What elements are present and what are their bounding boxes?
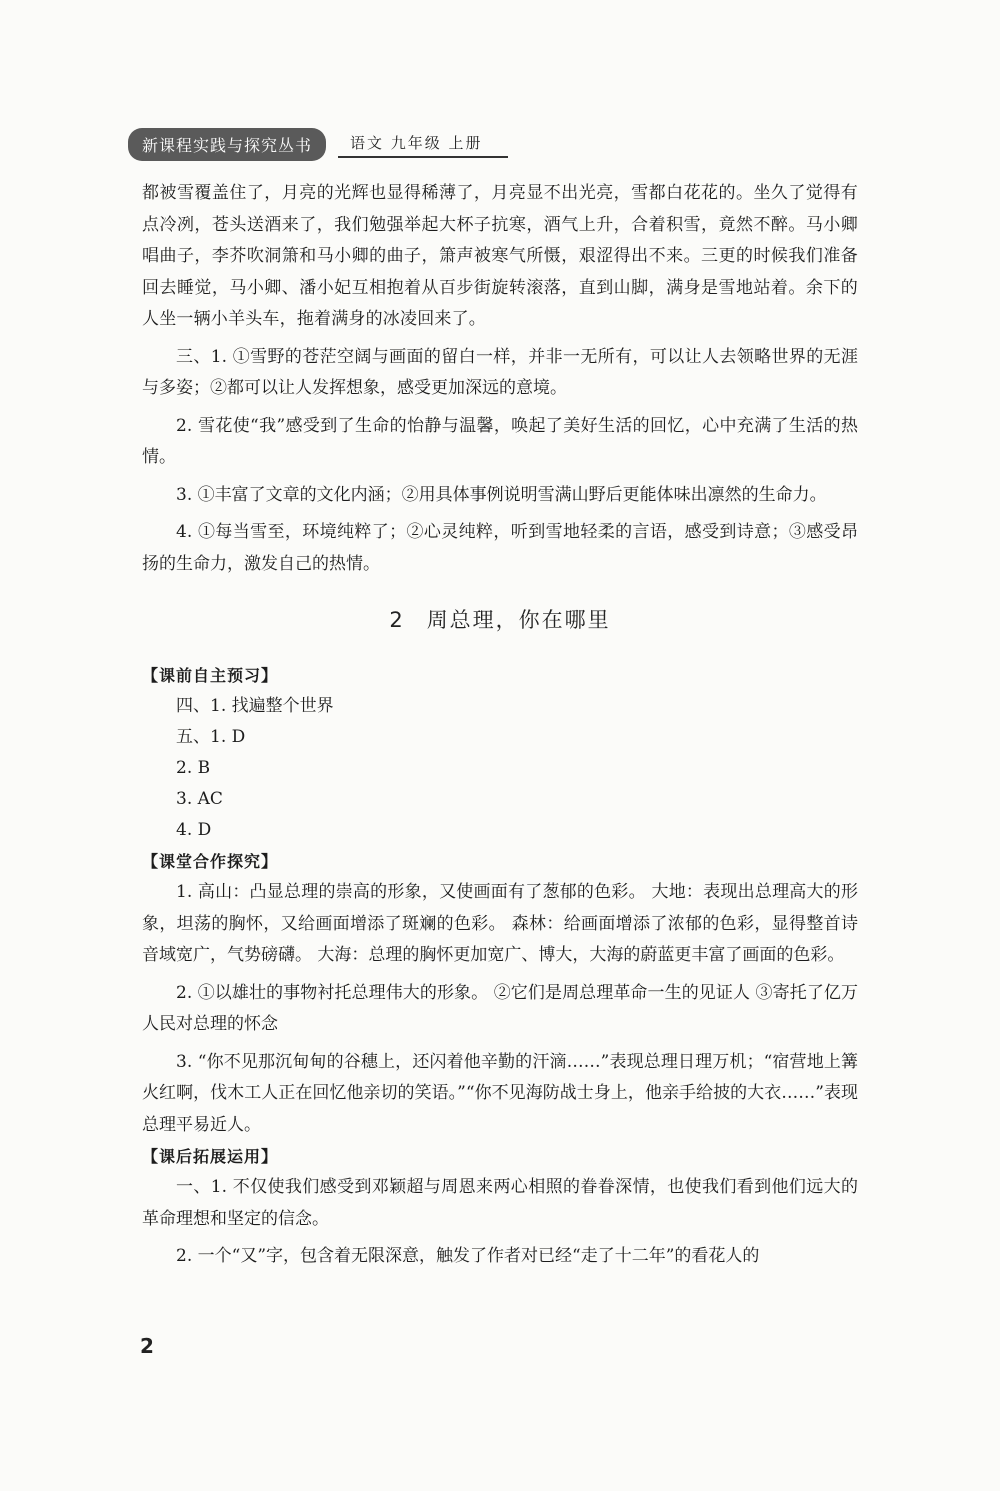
answer-item: 2. 一个“又”字，包含着无限深意，触发了作者对已经“走了十二年”的看花人的	[176, 1246, 760, 1266]
answer-item: 2. B	[176, 758, 211, 778]
section-heading-extend: 【课后拓展运用】	[142, 1147, 279, 1166]
running-header	[128, 124, 508, 164]
lesson-number: 2	[389, 608, 405, 632]
answer-item: 3. AC	[176, 789, 223, 809]
answer-item: 2. ①以雄壮的事物衬托总理伟大的形象。 ②它们是周总理革命一生的见证人 ③寄托了亿万人民对总理的怀念	[142, 982, 858, 1034]
book-series-title: 新课程实践与探究丛书	[128, 128, 326, 161]
answer-item: 三、1. ①雪野的苍茫空阔与画面的留白一样，并非一无所有，可以让人去领略世界的无涯与多姿；②都可以让人发挥想象，感受更加深远的意境。	[142, 346, 858, 398]
answer-item: 一、1. 不仅使我们感受到邓颖超与周恩来两心相照的眷眷深情，也使我们看到他们远大的革命理想和坚定的信念。	[142, 1177, 858, 1229]
section-heading-explore: 【课堂合作探究】	[142, 852, 279, 871]
answer-item: 四、1. 找遍整个世界	[176, 696, 334, 716]
translation-paragraph: 都被雪覆盖住了，月亮的光辉也显得稀薄了，月亮显不出光亮，雪都白花花的。坐久了觉得有点冷冽，苍头送酒来了，我们勉强举起大杯子抗寒，酒气上升，合着积雪，竟然不醉。马小卿唱曲子，李芥吹洞箫和马小卿的曲子，箫声被寒气所慑，艰涩得出不来。三更的时候我们准备回去睡觉，马小卿、潘小妃互相抱着从百步街旋转滚落，直到山脚，满身是雪地站着。余下的人坐一辆小羊头车，拖着满身的冰凌回来了。	[142, 183, 858, 329]
answer-item: 2. 雪花使“我”感受到了生命的怡静与温馨，唤起了美好生活的回忆，心中充满了生活的热情。	[142, 415, 858, 467]
lesson-title-text: 周总理，你在哪里	[426, 608, 611, 632]
answer-item: 1. 高山：凸显总理的崇高的形象，又使画面有了葱郁的色彩。 大地：表现出总理高大的形象，坦荡的胸怀，又给画面增添了斑斓的色彩。 森林：给画面增添了浓郁的色彩，显得整首诗音域宽广，气势磅礴。 大海：总理的胸怀更加宽广、博大，大海的蔚蓝更丰富了画面的色彩。	[142, 882, 858, 965]
answer-item: 4. D	[176, 820, 212, 840]
answer-item: 3. “你不见那沉甸甸的谷穗上，还闪着他辛勤的汗滴……”表现总理日理万机；“宿营地上篝火红啊，伐木工人正在回忆他亲切的笑语。”“你不见海防战士身上，他亲手给披的大衣……”表现总理平易近人。	[142, 1051, 858, 1135]
answer-item: 五、1. D	[176, 727, 246, 747]
book-subject-grade: 语文 九年级 上册	[350, 134, 483, 152]
answer-item: 3. ①丰富了文章的文化内涵；②用具体事例说明雪满山野后更能体味出凛然的生命力。	[176, 484, 827, 505]
header-underline	[338, 156, 508, 158]
section-heading-preview: 【课前自主预习】	[142, 666, 279, 685]
answer-item: 4. ①每当雪至，环境纯粹了；②心灵纯粹，听到雪地轻柔的言语，感受到诗意；③感受昂扬的生命力，激发自己的热情。	[142, 522, 858, 574]
page-number: 2	[140, 1334, 154, 1358]
lesson-title	[142, 604, 858, 634]
page-content	[142, 178, 858, 1273]
